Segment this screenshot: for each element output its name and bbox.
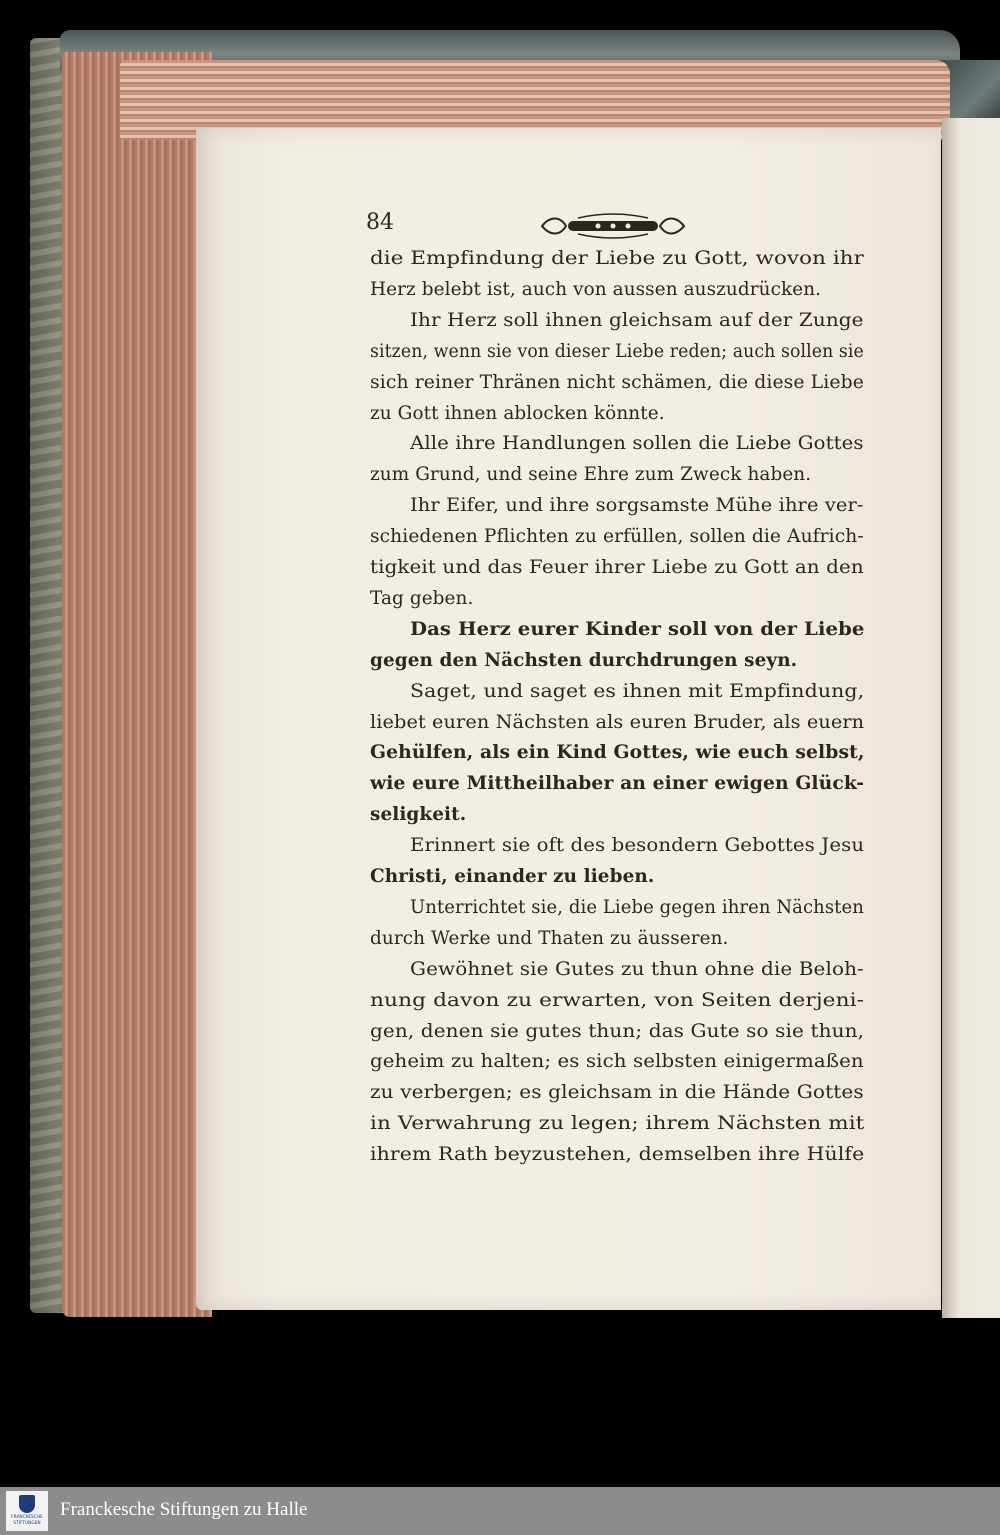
text-line: sitzen, wenn sie von dieser Liebe reden; auch sollen sie bbox=[370, 340, 864, 362]
text-line: wie eure Mittheilhaber an einer ewigen Glück- bbox=[370, 773, 865, 795]
text-line: Gewöhnet sie Gutes zu thun ohne die Beloh- bbox=[410, 958, 864, 980]
page-block-side bbox=[62, 52, 212, 1317]
text-line: liebet euren Nächsten als euren Bruder, als euern bbox=[370, 711, 865, 733]
text-line: Ihr Herz soll ihnen gleichsam auf der Zunge bbox=[410, 309, 864, 331]
text-line: Das Herz eurer Kinder soll von der Liebe bbox=[410, 618, 865, 640]
text-line: zum Grund, und seine Ehre zum Zweck haben. bbox=[370, 464, 812, 486]
facing-page bbox=[942, 118, 1000, 1318]
text-line: sich reiner Thränen nicht schämen, die diese Liebe bbox=[370, 371, 864, 393]
text-line: Herz belebt ist, auch von aussen auszudrücken. bbox=[370, 278, 822, 300]
institution-logo bbox=[6, 1491, 48, 1531]
text-line: gegen den Nächsten durchdrungen seyn. bbox=[370, 649, 798, 671]
logo-text: FRANCKESCHE STIFTUNGEN bbox=[11, 1515, 43, 1526]
text-line: Tag geben. bbox=[370, 587, 474, 609]
text-line: durch Werke und Thaten zu äusseren. bbox=[370, 927, 729, 949]
text-line: Ihr Eifer, und ihre sorgsamste Mühe ihre ver- bbox=[410, 495, 864, 517]
text-line: Erinnert sie oft des besondern Gebottes Jesu bbox=[410, 835, 865, 857]
text-line: zu Gott ihnen ablocken könnte. bbox=[370, 402, 665, 424]
text-line: ihrem Rath beyzustehen, demselben ihre Hülfe bbox=[370, 1144, 865, 1166]
text-line: nung davon zu erwarten, von Seiten derjeni- bbox=[370, 989, 865, 1011]
ornament-icon bbox=[538, 212, 688, 240]
text-line: Gehülfen, als ein Kind Gottes, wie euch selbst, bbox=[370, 742, 865, 764]
text-line: Christi, einander zu lieben. bbox=[370, 866, 655, 887]
text-line: Alle ihre Handlungen sollen die Liebe Gottes bbox=[410, 433, 864, 455]
text-line: geheim zu halten; es sich selbsten einigermaßen bbox=[370, 1051, 864, 1073]
page-number: 84 bbox=[366, 210, 394, 235]
text-line: schiedenen Pflichten zu erfüllen, sollen die Aufrich- bbox=[370, 526, 864, 548]
text-line: zu verbergen; es gleichsam in die Hände Gottes bbox=[370, 1082, 864, 1104]
text-line: die Empfindung der Liebe zu Gott, wovon ihr bbox=[370, 248, 864, 269]
shield-icon bbox=[19, 1495, 35, 1513]
text-line: Unterrichtet sie, die Liebe gegen ihren Nächsten bbox=[410, 896, 864, 918]
footer-label: Franckesche Stiftungen zu Halle bbox=[60, 1499, 308, 1520]
text-line: Saget, und saget es ihnen mit Empfindung, bbox=[410, 680, 865, 702]
footer-bar bbox=[0, 1487, 1000, 1535]
text-line: gen, denen sie gutes thun; das Gute so sie thun, bbox=[370, 1020, 865, 1042]
text-line: tigkeit und das Feuer ihrer Liebe zu Gott an den bbox=[370, 557, 864, 578]
text-line: seligkeit. bbox=[370, 804, 467, 826]
text-line: in Verwahrung zu legen; ihrem Nächsten mit bbox=[370, 1113, 865, 1135]
